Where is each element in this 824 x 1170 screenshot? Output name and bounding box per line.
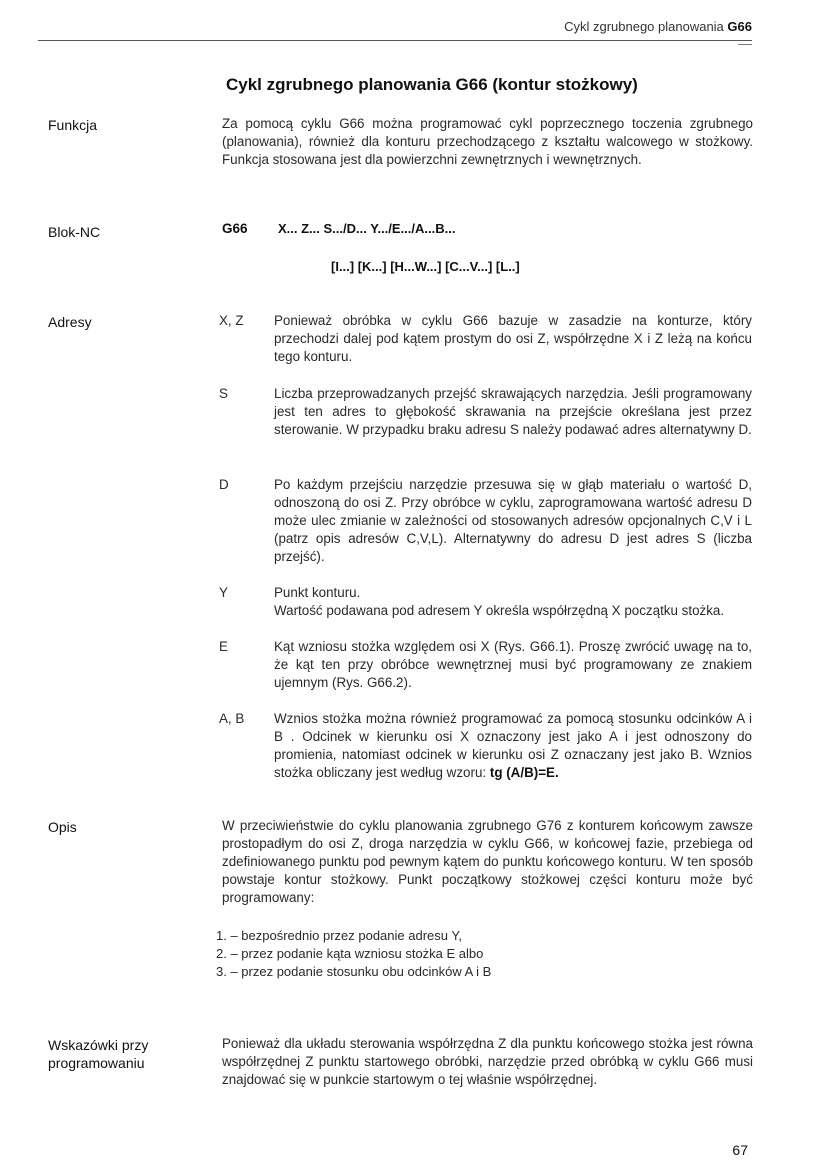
nc-block-line-2: [I...] [K...] [H...W...] [C...V...] [L..] <box>331 259 520 274</box>
section-label-wskazowki <box>48 1036 148 1072</box>
section-label-adresy: Adresy <box>48 314 92 330</box>
address-text-d: Po każdym przejściu narzędzie przesuwa się w głąb materiału o wartość D, odnoszoną do osi Z. Przy obróbce w cyklu, zaprogramowana wartość adresu D może ulec zmianie w zależności od stosowanych adresów opcjonalnych C,V i L (patrz opis adresów C,V,L). Alternatywny do adresu D jest adres S (liczba przejść). <box>274 477 752 564</box>
address-key-s: S <box>219 386 228 401</box>
address-text-xz: Ponieważ obróbka w cyklu G66 bazuje w zasadzie na konturze, który przechodzi dalej pod kątem prostym do osi Z, współrzędne X i Z leżą na końcu tego konturu. <box>274 313 752 364</box>
running-header-title: Cykl zgrubnego planowania <box>564 19 724 34</box>
page-title: Cykl zgrubnego planowania G66 (kontur stożkowy) <box>226 75 638 94</box>
address-key-e: E <box>219 639 228 654</box>
list-item: 1. – bezpośrednio przez podanie adresu Y, <box>216 928 462 943</box>
list-item: 3. – przez podanie stosunku obu odcinków A i B <box>216 964 492 979</box>
section-text-opis: W przeciwieństwie do cyklu planowania zgrubnego G76 z konturem końcowym zawsze prostopadłym do osi Z, droga narzędzia w cyklu G66, w końcowej fazie, przebiega od zdefiniowanego punktu pod pewnym kątem do punktu końcowego konturu. W ten sposób powstaje kontur stożkowy. Punkt początkowy stożkowej części konturu może być programowany: <box>222 818 753 905</box>
address-key-ab: A, B <box>219 711 245 726</box>
address-key-xz: X, Z <box>219 313 244 328</box>
address-text-y-line-2: Wartość podawana pod adresem Y określa współrzędną X początku stożka. <box>274 603 725 618</box>
nc-block-code: G66 <box>222 221 248 236</box>
nc-block-line-1: X... Z... S.../D... Y.../E.../A...B... <box>278 221 456 236</box>
opis-list <box>216 927 756 981</box>
section-label-funkcja: Funkcja <box>48 117 98 133</box>
address-text-e: Kąt wzniosu stożka względem osi X (Rys. G66.1). Proszę zwrócić uwagę na to, że kąt ten przy obróbce wewnętrznej musi być programowany ze znakiem ujemnym (Rys. G66.2). <box>274 639 752 690</box>
address-text-y <box>274 584 752 620</box>
address-text-ab-body: Wznios stożka można również programować za pomocą stosunku odcinków A i B . Odcinek w kierunku osi X oznaczony jest jako A i jest odnoszony do promienia, natomiast odcinek w kierunku osi Z oznaczany jest jako B. Wznios stożka obliczany jest według wzoru: <box>274 711 752 780</box>
address-key-y: Y <box>219 585 228 600</box>
header-rule <box>38 40 752 41</box>
section-label-wskazowki-line-2: programowaniu <box>48 1055 145 1071</box>
address-text-ab <box>274 710 752 782</box>
running-header <box>564 19 752 34</box>
section-label-wskazowki-line-1: Wskazówki przy <box>48 1037 149 1053</box>
header-rule-accent <box>738 44 752 45</box>
address-text-s: Liczba przeprowadzanych przejść skrawających narzędzia. Jeśli programowany jest ten adres to głębokość skrawania na przejście określana jest przez sterowanie. W przypadku braku adresu S należy podawać adres alternatywny D. <box>274 386 752 437</box>
page-number: 67 <box>732 1142 748 1158</box>
address-key-d: D <box>219 477 229 492</box>
section-text-wskazowki: Ponieważ dla układu sterowania współrzędna Z dla punktu końcowego stożka jest równa współrzędnej Z punktu startowego obróbki, narzędzie przed obróbką w cyklu G66 musi znajdować się w punkcie startowym o tej właśnie współrzędnej. <box>222 1036 753 1087</box>
section-label-blok-nc: Blok-NC <box>48 224 101 240</box>
address-formula: tg (A/B)=E. <box>489 765 559 780</box>
address-text-y-line-1: Punkt konturu. <box>274 585 361 600</box>
running-header-code: G66 <box>727 19 752 34</box>
section-text-funkcja: Za pomocą cyklu G66 można programować cykl poprzecznego toczenia zgrubnego (planowania), również dla konturu przechodzącego z kształtu walcowego w stożkowy. Funkcja stosowana jest dla powierzchni zewnętrznych i wewnętrznych. <box>222 116 753 167</box>
section-label-opis: Opis <box>48 819 77 835</box>
list-item: 2. – przez podanie kąta wzniosu stożka E albo <box>216 946 484 961</box>
